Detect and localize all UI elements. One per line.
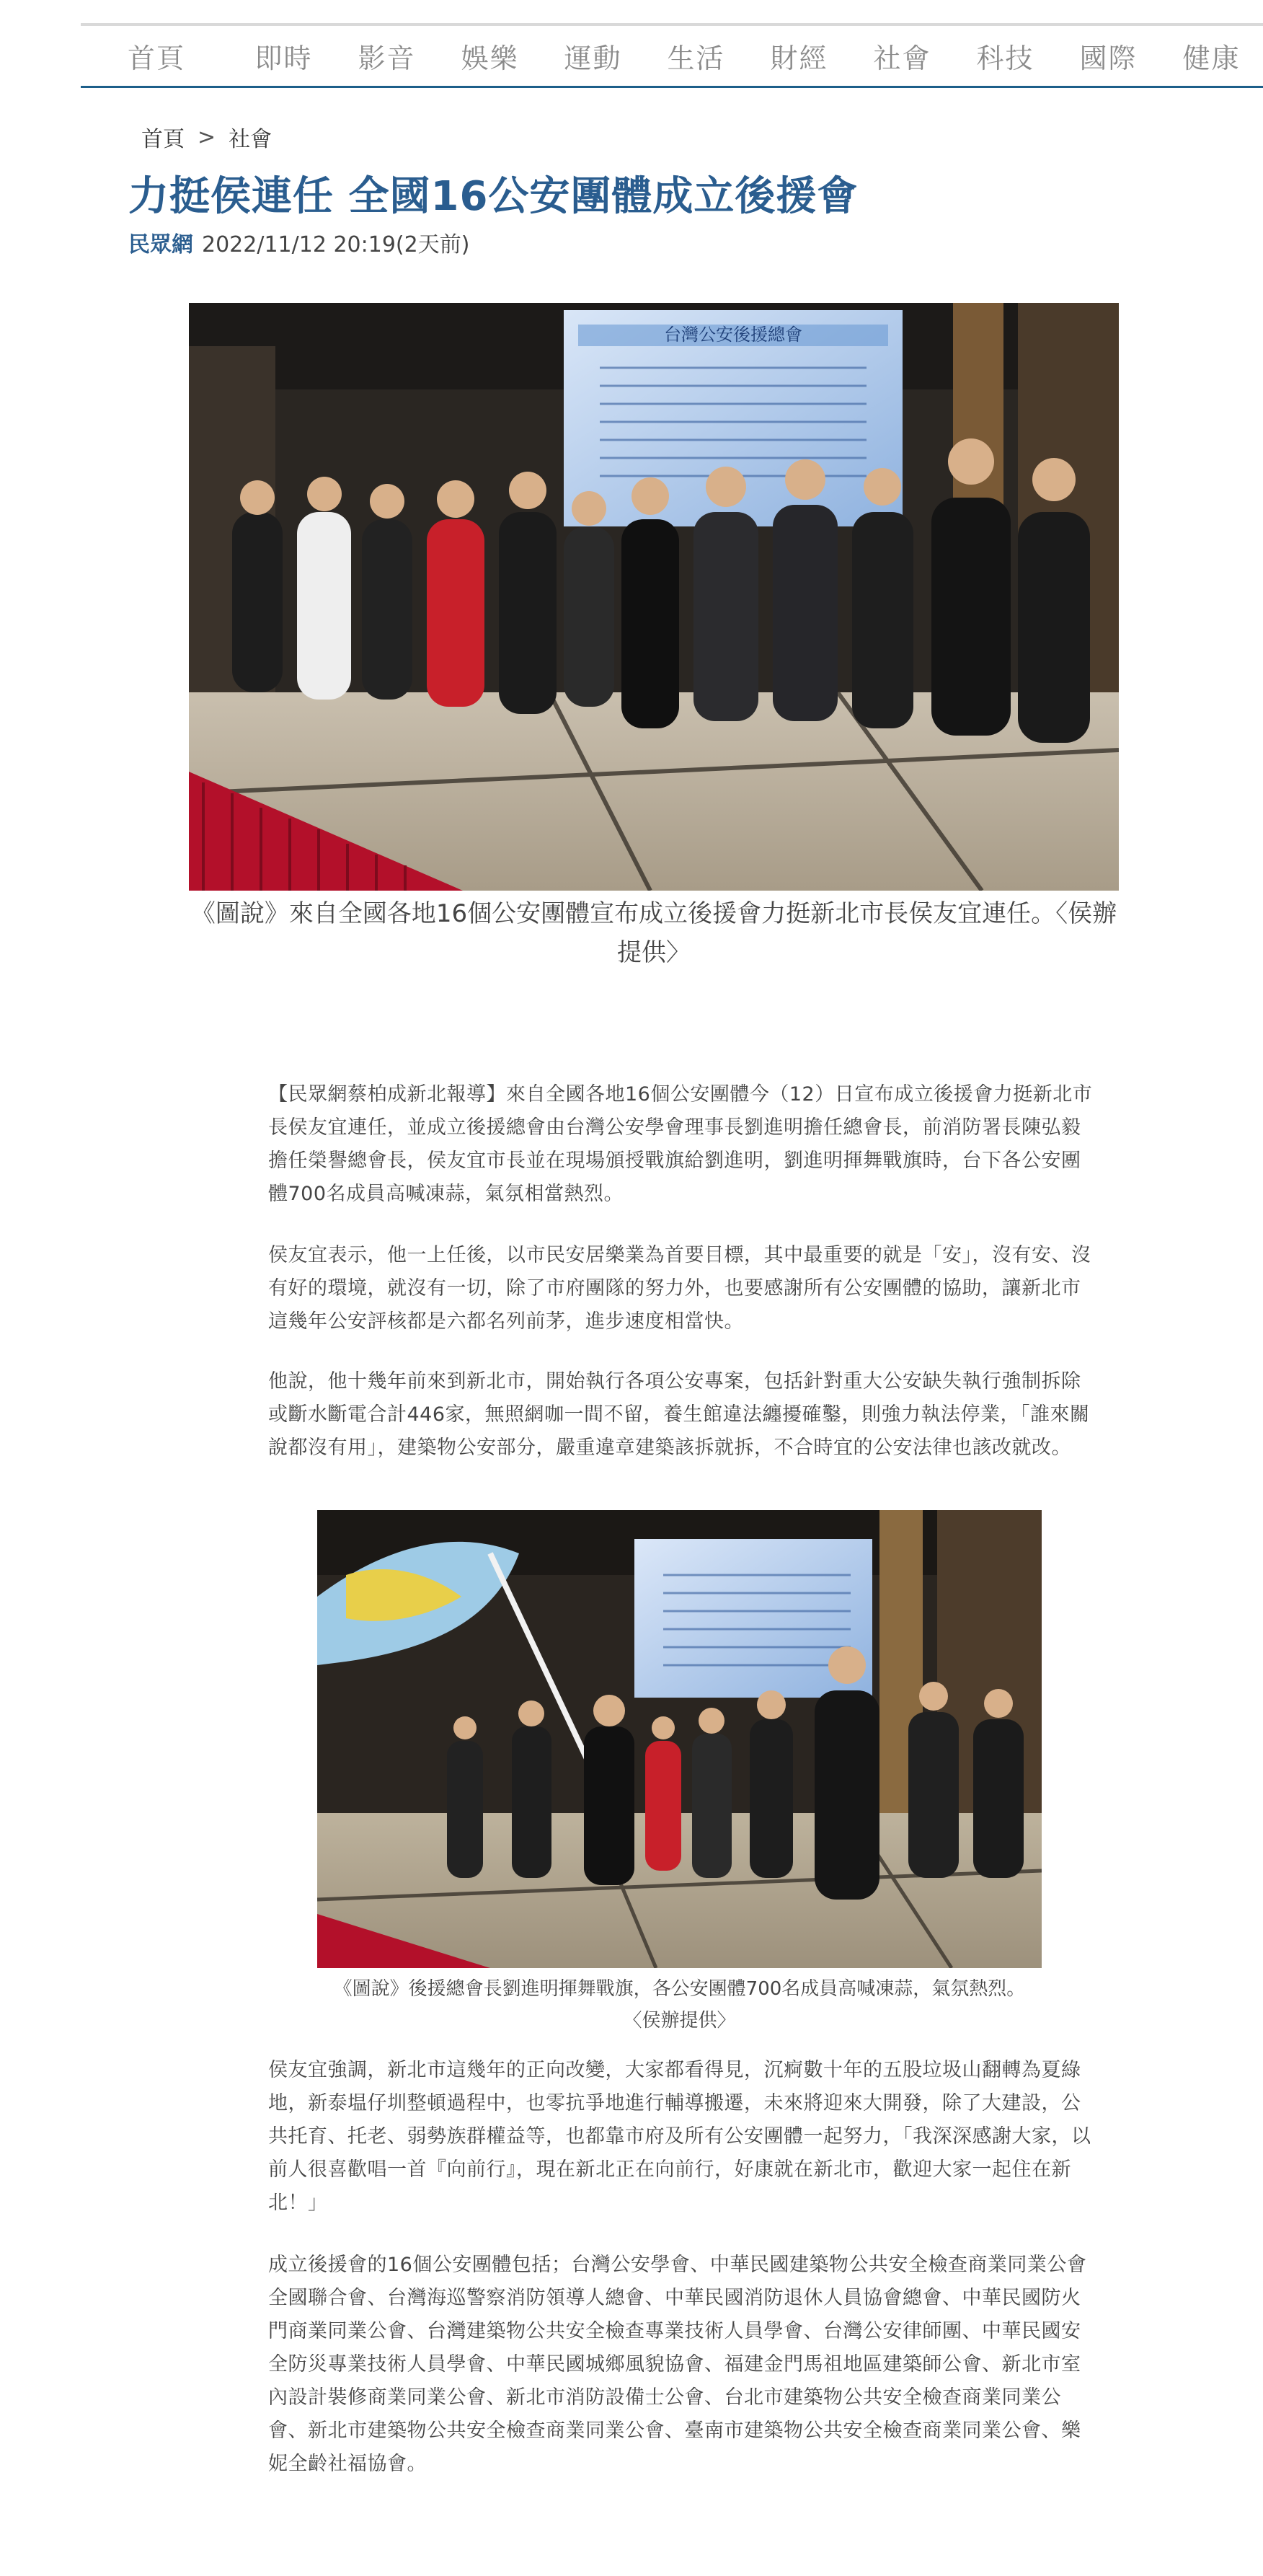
photo-caption-line: 《圖說》後援總會長劉進明揮舞戰旗，各公安團體700名成員高喊凍蒜，氣氛熱烈。 (333, 1978, 1026, 2000)
screen-heading: 台灣公安後援總會 (664, 325, 802, 345)
nav-item-finance[interactable]: 財經 (770, 43, 828, 74)
nav-item-entertainment[interactable]: 娛樂 (461, 43, 519, 74)
nav-item-life[interactable]: 生活 (667, 43, 725, 74)
article-photo-flag (317, 1510, 1042, 1968)
photo-caption-credit: 〈侯辦提供〉 (623, 2010, 736, 2032)
nav-item-video[interactable]: 影音 (358, 43, 416, 74)
nav-item-home[interactable]: 首頁 (127, 43, 185, 74)
nav-item-health[interactable]: 健康 (1182, 43, 1241, 74)
article-datetime: 2022/11/12 20:19(2天前) (202, 232, 470, 257)
nav-item-realtime[interactable]: 即時 (254, 43, 313, 74)
article-paragraph: 侯友宜強調，新北市這幾年的正向改變，大家都看得見，沉痾數十年的五股垃圾山翻轉為夏綠地，新泰塭仔圳整頓過程中，也零抗爭地進行輔導搬遷，未來將迎來大開發，除了大建設，公共托育、托老、弱勢族群權益等，也都靠市府及所有公安團體一起努力，「我深深感謝大家，以前人很喜歡唱一首『向前行』，現在新北正在向前行，好康就在新北市，歡迎大家一起住在新北！」 (268, 2059, 1091, 2214)
breadcrumb-separator: > (198, 124, 216, 150)
article-meta (128, 226, 469, 258)
nav-item-society[interactable]: 社會 (873, 43, 931, 74)
nav-item-tech[interactable]: 科技 (976, 43, 1034, 74)
article-source[interactable]: 民眾網 (128, 232, 193, 257)
nav-item-sports[interactable]: 運動 (564, 43, 622, 74)
breadcrumb-home[interactable]: 首頁 (141, 127, 185, 152)
article-paragraph: 他說，他十幾年前來到新北市，開始執行各項公安專案，包括針對重大公安缺失執行強制拆除或斷水斷電合計446家，無照網咖一間不留，養生館違法纏擾確鑿，則強力執法停業，「誰來關說都沒有用」，建築物公安部分，嚴重違章建築該拆就拆，不合時宜的公安法律也該改就改。 (268, 1370, 1090, 1459)
photo-caption: 《圖說》來自全國各地16個公安團體宣布成立後援會力挺新北市長侯友宜連任。〈侯辦提供〉 (190, 899, 1117, 967)
article-photo-group (189, 303, 1119, 891)
breadcrumb (141, 121, 272, 153)
main-nav (81, 23, 1263, 88)
photo-caption-flag (317, 1973, 1042, 2037)
article-paragraph: 成立後援會的16個公安團體包括；台灣公安學會、中華民國建築物公共安全檢查商業同業公會全國聯合會、台灣海巡警察消防領導人總會、中華民國消防退休人員協會總會、中華民國防火門商業同業公會、台灣建築物公共安全檢查專業技術人員學會、台灣公安律師團、中華民國安全防災專業技術人員學會、中華民國城鄉風貌協會、福建金門馬祖地區建築師公會、新北市室內設計裝修商業同業公會、新北市消防設備士公會、台北市建築物公共安全檢查商業同業公會、新北市建築物公共安全檢查商業同業公會、臺南市建築物公共安全檢查商業同業公會、樂妮全齡社福協會。 (268, 2254, 1087, 2475)
article-paragraph: 【民眾網蔡柏成新北報導】來自全國各地16個公安團體今（12）日宣布成立後援會力挺新北市長侯友宜連任，並成立後援總會由台灣公安學會理事長劉進明擔任總會長，前消防署長陳弘毅擔任榮譽總會長，侯友宜市長並在現場頒授戰旗給劉進明，劉進明揮舞戰旗時，台下各公安團體700名成員高喊凍蒜，氣氛相當熱烈。 (268, 1083, 1093, 1205)
article-paragraph: 侯友宜表示，他一上任後，以市民安居樂業為首要目標，其中最重要的就是「安」，沒有安、沒有好的環境，就沒有一切，除了市府團隊的努力外，也要感謝所有公安團體的協助，讓新北市這幾年公安評核都是六都名列前茅，進步速度相當快。 (268, 1244, 1091, 1333)
page-title: 力挺侯連任 全國16公安團體成立後援會 (128, 173, 859, 220)
nav-item-international[interactable]: 國際 (1079, 43, 1138, 74)
breadcrumb-current[interactable]: 社會 (229, 127, 272, 152)
